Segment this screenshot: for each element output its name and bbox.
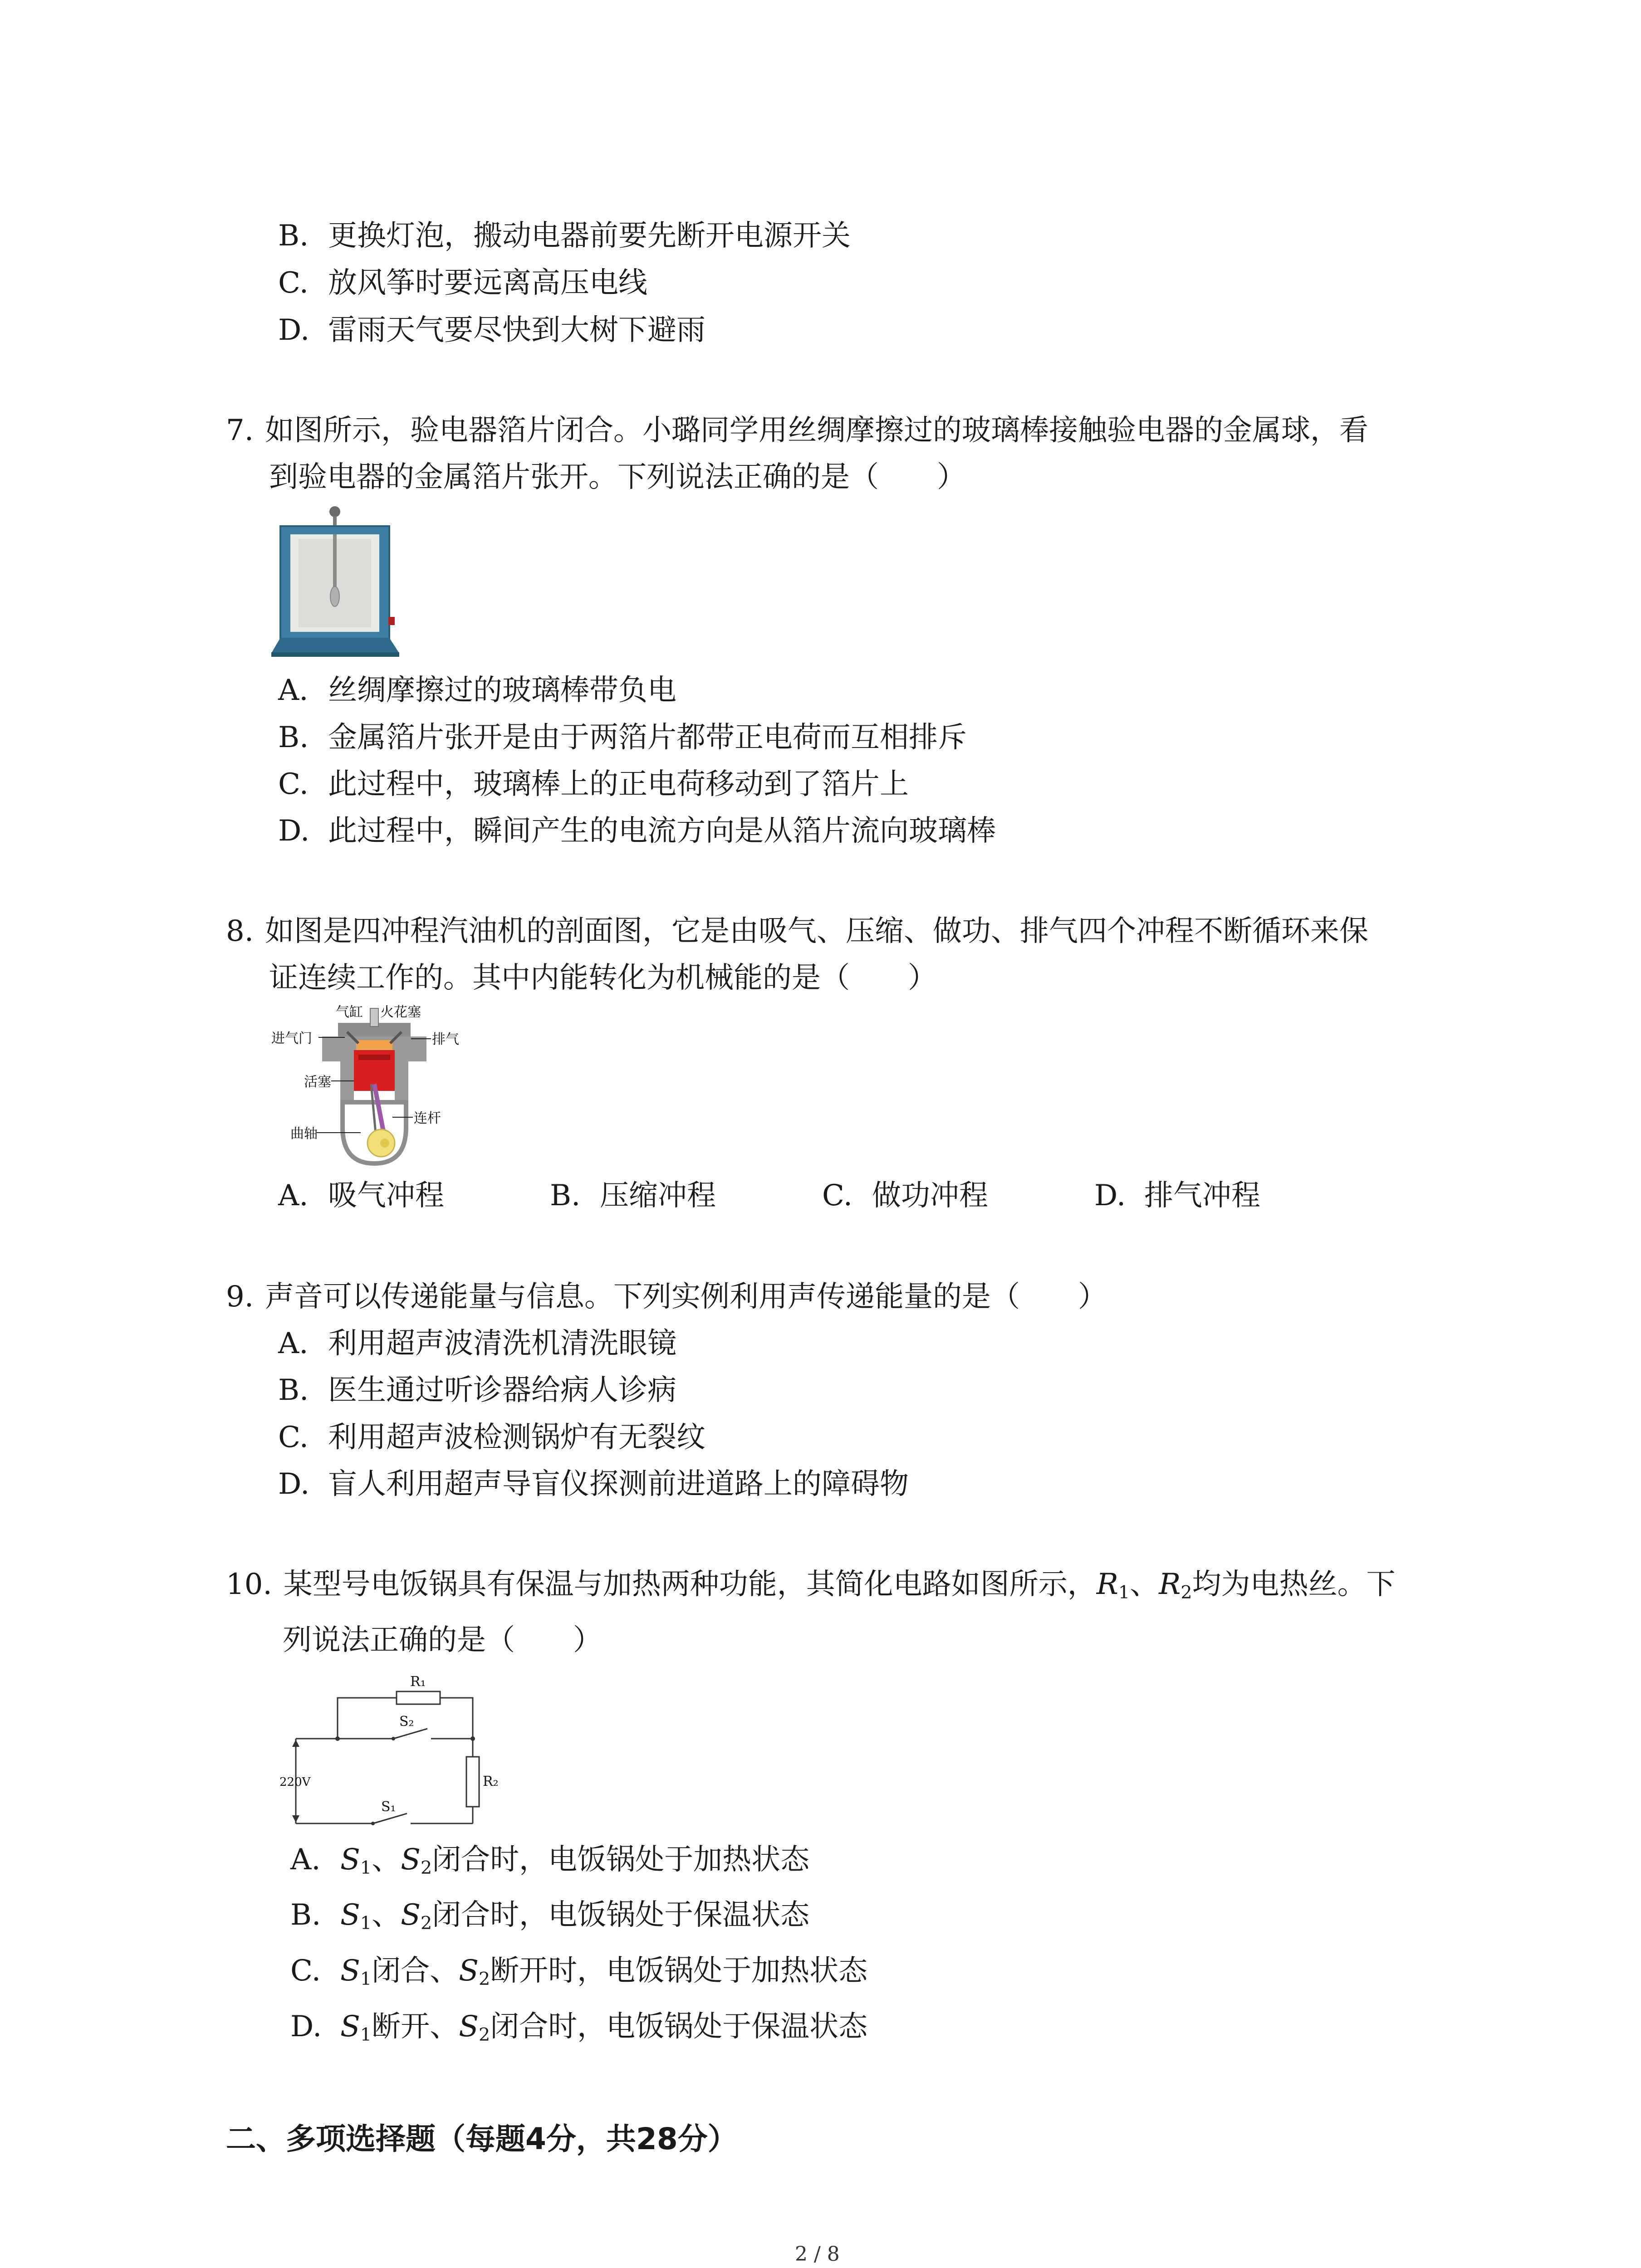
label-r1: R₁ [410,1674,426,1690]
q9-option-d: D. 盲人利用超声导盲仪探测前进道路上的障碍物 [278,1467,909,1501]
label-piston: 活塞 [304,1074,331,1090]
q9-option-a: A. 利用超声波清洗机清洗眼镜 [278,1327,676,1360]
q7-option-b: B. 金属箔片张开是由于两箔片都带正电荷而互相排斥 [278,721,967,754]
q10-option-a: A. $S_1$、$S_2$闭合时，电饭锅处于加热状态 [290,1843,810,1878]
spark-plug [370,1008,378,1026]
rice-cooker-circuit-figure [278,1667,499,1835]
label-connecting-rod: 连杆 [414,1110,441,1126]
label-crankshaft: 曲轴 [290,1126,318,1142]
label-intake-valve: 进气门 [271,1031,312,1046]
q8-option-c: C. 做功冲程 [822,1179,988,1212]
switch-s2 [393,1729,427,1739]
q8-stem-line2: 证连续工作的。其中内能转化为机械能的是（ ） [269,961,937,995]
q9-option-c: C. 利用超声波检测锅炉有无裂纹 [278,1421,705,1454]
label-r2: R₂ [483,1774,499,1789]
q7-stem-line2: 到验电器的金属箔片张开。下列说法正确的是（ ） [269,460,966,494]
q7-option-a: A. 丝绸摩擦过的玻璃棒带负电 [278,674,676,707]
q8-option-d: D. 排气冲程 [1094,1179,1260,1212]
resistor-r2 [466,1757,479,1807]
resistor-r1 [397,1691,440,1704]
engine-cross-section-figure [268,1005,490,1175]
q7-stem-line1: 7. 如图所示，验电器箔片闭合。小璐同学用丝绸摩擦过的玻璃棒接触验电器的金属球，看 [226,414,1369,447]
q10-option-b: B. $S_1$、$S_2$闭合时，电饭锅处于保温状态 [290,1898,810,1934]
q6-option-b: B. 更换灯泡，搬动电器前要先断开电源开关 [278,219,851,253]
q8-stem-line1: 8. 如图是四冲程汽油机的剖面图，它是由吸气、压缩、做功、排气四个冲程不断循环来保 [226,914,1369,948]
label-spark-plug: 火花塞 [380,1004,421,1020]
label-s2: S₂ [399,1714,414,1730]
q10-option-c: C. $S_1$闭合、$S_2$断开时，电饭锅处于加热状态 [290,1954,868,1989]
metal-leaves [330,587,339,606]
q8-option-a: A. 吸气冲程 [278,1179,444,1212]
q10-option-d: D. $S_1$断开、$S_2$闭合时，电饭锅处于保温状态 [290,2010,868,2045]
switch-s1 [373,1813,407,1823]
q10-stem-line2: 列说法正确的是（ ） [283,1623,602,1657]
q6-option-c: C. 放风筝时要远离高压电线 [278,266,647,300]
q8-option-b: B. 压缩冲程 [550,1179,716,1212]
section2-heading: 二、多项选择题（每题4分，共28分） [226,2121,738,2156]
q7-option-c: C. 此过程中，玻璃棒上的正电荷移动到了箔片上 [278,767,909,801]
q9-option-b: B. 医生通过听诊器给病人诊病 [278,1374,676,1407]
label-exhaust: 排气 [432,1031,459,1047]
label-cylinder: 气缸 [336,1004,363,1020]
q6-option-d: D. 雷雨天气要尽快到大树下避雨 [278,313,705,347]
metal-ball [329,506,340,517]
q10-stem-line1: 10. 某型号电饭锅具有保温与加热两种功能，其简化电路如图所示，$R_1$、$R_2$均为电热丝。下 [226,1568,1396,1603]
q9-stem: 9. 声音可以传递能量与信息。下列实例利用声传递能量的是（ ） [226,1280,1107,1314]
label-voltage: 220V [279,1775,311,1789]
q7-option-d: D. 此过程中，瞬间产生的电流方向是从箔片流向玻璃棒 [278,814,996,848]
electroscope-figure [271,503,403,660]
label-s1: S₁ [381,1799,396,1815]
page-number: 2 / 8 [795,2243,840,2266]
